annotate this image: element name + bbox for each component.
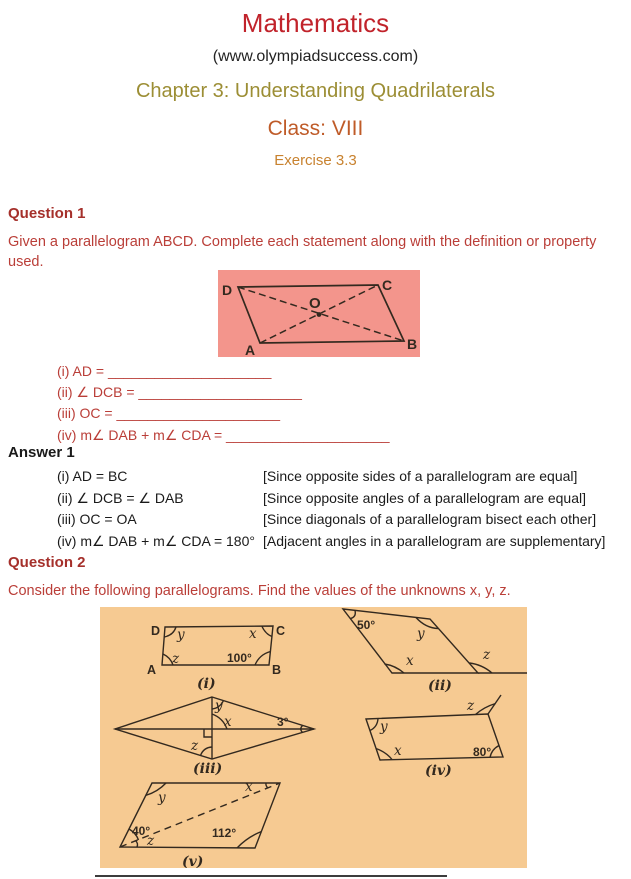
question1-item: (ii) ∠ DCB = _____________________ bbox=[57, 384, 302, 401]
angle-label-y: y bbox=[417, 626, 425, 642]
cropped-next-figure-edge bbox=[95, 875, 447, 877]
answer1-rows bbox=[57, 466, 605, 552]
answer-reason: [Since opposite sides of a parallelogram are equal] bbox=[263, 468, 578, 484]
answer-reason: [Adjacent angles in a parallelogram are supplementary] bbox=[263, 532, 606, 549]
angle-label-z: z bbox=[191, 738, 199, 754]
angle-label-80deg: 80° bbox=[473, 745, 492, 759]
figure-label-iii: (iii) bbox=[193, 761, 223, 777]
vertex-label-a: A bbox=[147, 663, 157, 677]
question2-heading: Question 2 bbox=[8, 554, 86, 571]
figure-label-i: (i) bbox=[197, 676, 216, 692]
angle-label-z: z bbox=[483, 647, 491, 663]
angle-label-112deg: 112° bbox=[212, 826, 237, 840]
angle-label-y: y bbox=[380, 719, 388, 735]
answer1-heading: Answer 1 bbox=[8, 444, 75, 461]
angle-label-y: y bbox=[215, 698, 223, 714]
vertex-label-c: C bbox=[276, 624, 286, 638]
vertex-label-d: D bbox=[151, 624, 161, 638]
answer-row bbox=[57, 509, 605, 531]
angle-label-40deg: 40° bbox=[132, 824, 151, 838]
answer-reason: [Since opposite angles of a parallelogram are equal] bbox=[263, 489, 586, 506]
class-line: Class: VIII bbox=[267, 117, 364, 140]
angle-label-x: x bbox=[245, 779, 253, 795]
question1-items bbox=[57, 361, 390, 446]
vertex-label-d: D bbox=[222, 282, 233, 298]
vertex-label-b: B bbox=[407, 336, 418, 352]
question1-text: Given a parallelogram ABCD. Complete each statement along with the definition or property used. bbox=[8, 234, 597, 270]
chapter-title: Chapter 3: Understanding Quadrilaterals bbox=[135, 80, 496, 102]
center-point bbox=[317, 312, 322, 317]
angle-label-50deg: 50° bbox=[357, 618, 376, 632]
angle-label-100deg: 100° bbox=[227, 651, 252, 665]
answer-row bbox=[57, 488, 605, 510]
angle-label-x: x bbox=[406, 653, 414, 669]
exercise-line: Exercise 3.3 bbox=[274, 152, 357, 169]
answer-statement: (iii) OC = OA bbox=[57, 511, 137, 527]
figure-label-v: (v) bbox=[182, 854, 204, 868]
answer-reason: [Since diagonals of a parallelogram bisect each other] bbox=[263, 511, 597, 527]
parallelograms-panel-figure bbox=[100, 607, 527, 873]
question1-item: (iv) m∠ DAB + m∠ CDA = _____________________ bbox=[57, 426, 390, 443]
answer-row bbox=[57, 466, 605, 488]
answer-row bbox=[57, 531, 605, 553]
parallelogram-abcd-figure bbox=[218, 270, 420, 362]
figure-label-ii: (ii) bbox=[428, 678, 452, 694]
question2-text: Consider the following parallelograms. Find the values of the unknowns x, y, z. bbox=[8, 583, 511, 599]
angle-label-x: x bbox=[224, 714, 232, 730]
answer-statement: (iv) m∠ DAB + m∠ CDA = 180° bbox=[57, 532, 255, 549]
vertex-label-a: A bbox=[245, 342, 256, 357]
answer-statement: (ii) ∠ DCB = ∠ DAB bbox=[57, 489, 184, 506]
angle-label-z: z bbox=[467, 698, 475, 714]
vertex-label-c: C bbox=[382, 277, 393, 293]
angle-label-z: z bbox=[172, 651, 180, 667]
question1-item: (iii) OC = _____________________ bbox=[57, 405, 281, 422]
question1-heading: Question 1 bbox=[8, 205, 86, 222]
angle-label-x: x bbox=[394, 743, 402, 759]
angle-label-y: y bbox=[177, 627, 185, 643]
angle-label-3deg: 3° bbox=[277, 715, 289, 729]
website-line: (www.olympiadsuccess.com) bbox=[212, 48, 419, 65]
angle-label-y: y bbox=[158, 790, 166, 806]
question1-item: (i) AD = _____________________ bbox=[57, 363, 272, 379]
vertex-label-b: B bbox=[272, 663, 282, 677]
angle-label-z: z bbox=[147, 833, 155, 849]
angle-label-x: x bbox=[249, 626, 257, 642]
page-title: Mathematics bbox=[241, 8, 390, 38]
figure-label-iv: (iv) bbox=[425, 763, 452, 779]
center-label-o: O bbox=[309, 295, 321, 312]
answer-statement: (i) AD = BC bbox=[57, 468, 128, 484]
